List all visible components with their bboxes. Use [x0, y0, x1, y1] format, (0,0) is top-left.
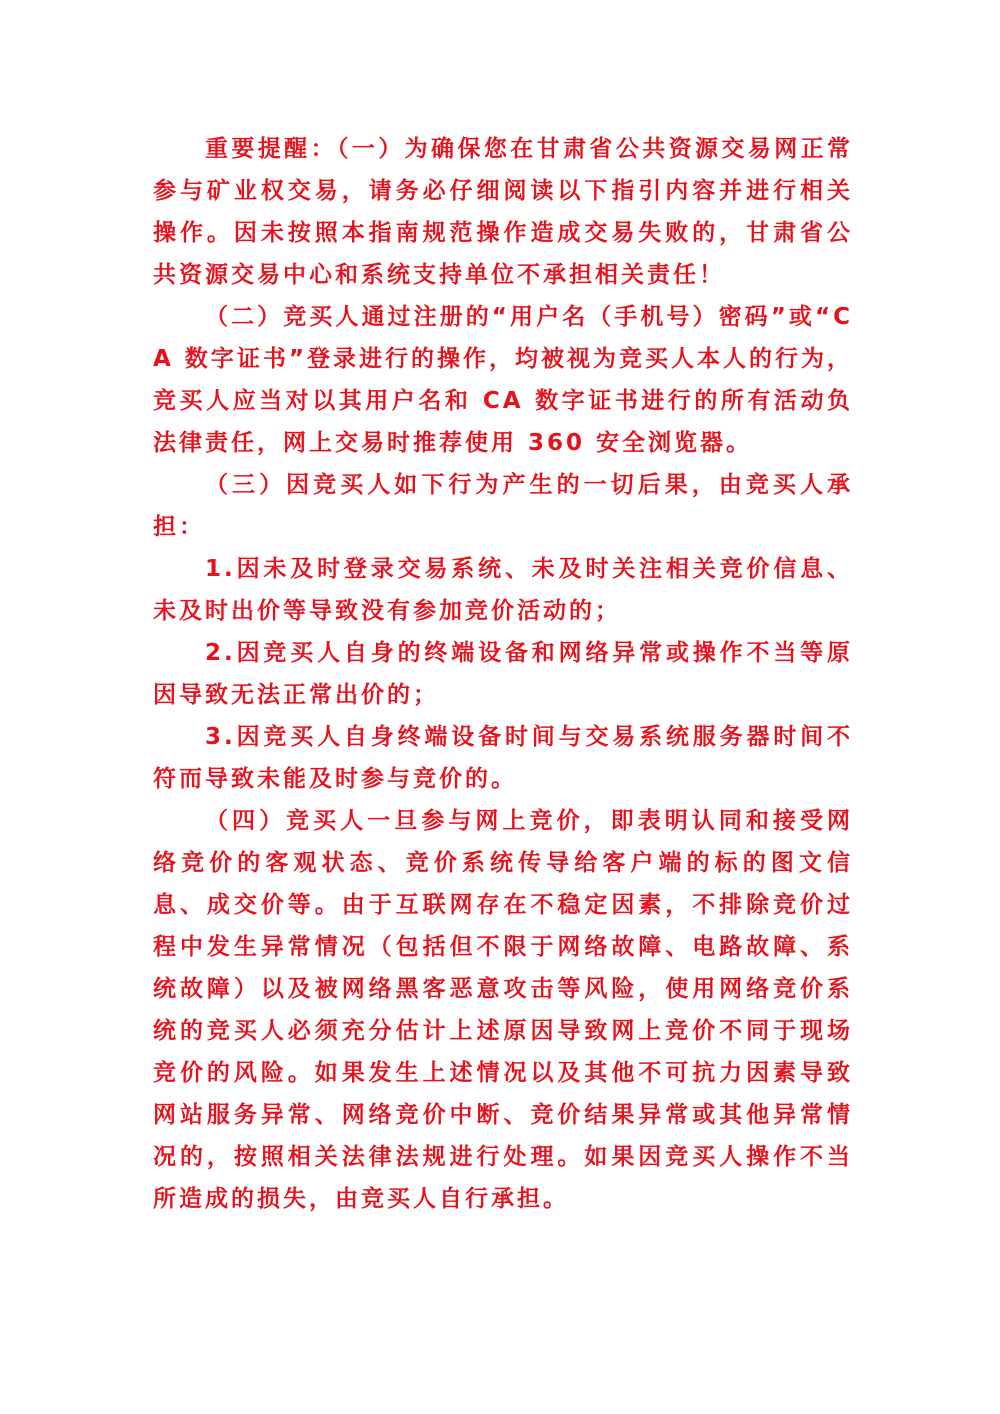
- paragraph-consequences: （三）因竞买人如下行为产生的一切后果，由竞买人承担：: [153, 472, 853, 540]
- list-item-1: 1.因未及时登录交易系统、未及时关注相关竞价信息、未及时出价等导致没有参加竞价活动的；: [153, 556, 853, 624]
- list-item-3: 3.因竞买人自身终端设备时间与交易系统服务器时间不符而导致未能及时参与竞价的。: [153, 724, 853, 792]
- paragraph-online-bidding-risk: （四）竞买人一旦参与网上竞价，即表明认同和接受网络竞价的客观状态、竞价系统传导给客户端的标的图文信息、成交价等。由于互联网存在不稳定因素，不排除竞价过程中发生异常情况（包括但不限于网络故障、电路故障、系统故障）以及被网络黑客恶意攻击等风险，使用网络竞价系统的竞买人必须充分估计上述原因导致网上竞价不同于现场竞价的风险。如果发生上述情况以及其他不可抗力因素导致网站服务异常、网络竞价中断、竞价结果异常或其他异常情况的，按照相关法律法规进行处理。如果因竞买人操作不当所造成的损失，由竞买人自行承担。: [153, 808, 853, 1212]
- notice-body: [153, 128, 853, 1220]
- paragraph-login-responsibility: （二）竞买人通过注册的“用户名（手机号）密码”或“CA 数字证书”登录进行的操作，均被视为竞买人本人的行为，竞买人应当对以其用户名和 CA 数字证书进行的所有活动负法律责任，网上交易时推荐使用 360 安全浏览器。: [153, 304, 853, 456]
- list-item-2: 2.因竞买人自身的终端设备和网络异常或操作不当等原因导致无法正常出价的；: [153, 640, 853, 708]
- paragraph-important-reminder: 重要提醒：（一）为确保您在甘肃省公共资源交易网正常参与矿业权交易，请务必仔细阅读以下指引内容并进行相关操作。因未按照本指南规范操作造成交易失败的，甘肃省公共资源交易中心和系统支持单位不承担相关责任！: [153, 136, 853, 288]
